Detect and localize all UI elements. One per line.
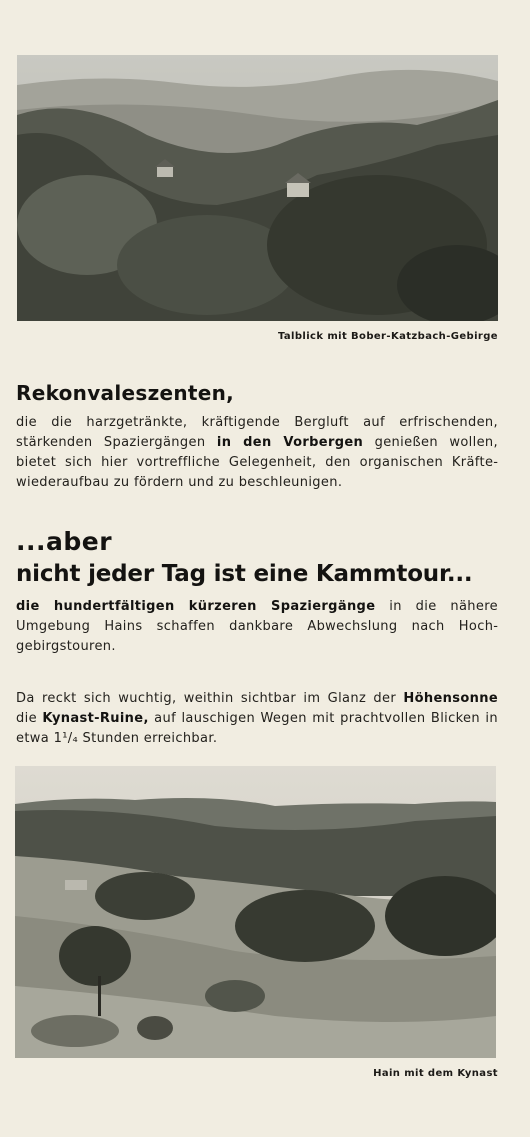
paragraph-rekonvaleszenten xyxy=(16,413,498,493)
paragraph-text: Da reckt sich wuchtig, weithin sichtbar im Glanz der xyxy=(16,691,404,706)
fraction: ¹/₄ xyxy=(62,731,79,746)
heading-aber: ...aber xyxy=(16,527,113,556)
paragraph-bold: Höhensonne xyxy=(403,691,498,706)
heading-kammtour: nicht jeder Tag ist eine Kammtour... xyxy=(16,561,473,587)
paragraph-bold: die hundertfältigen kürzeren Spaziergänge xyxy=(16,599,376,614)
paragraph-text: genießen wollen, bietet sich hier vortreffliche Gelegenheit, den organischen Kräftewiederaufbau zu fördern und zu beschleunigen. xyxy=(16,435,498,490)
photo-hain-kynast xyxy=(15,766,496,1058)
paragraph-text: auf lauschigen Wegen mit prachtvollen Blicken in etwa 1 xyxy=(16,711,498,746)
photo-caption-hain: Hain mit dem Kynast xyxy=(373,1068,498,1079)
paragraph-kynast xyxy=(16,689,498,749)
heading-rekonvaleszenten: Rekonvaleszenten, xyxy=(16,381,235,405)
paragraph-spaziergaenge xyxy=(16,597,498,657)
photo-caption-valley: Talblick mit Bober-Katzbach-Gebirge xyxy=(277,331,498,342)
paragraph-text: Stunden erreichbar. xyxy=(78,731,218,746)
photo-valley-view xyxy=(17,55,498,321)
paragraph-text: die xyxy=(16,711,43,726)
paragraph-bold: in den Vorbergen xyxy=(216,435,364,450)
paragraph-bold: Kynast-Ruine, xyxy=(42,711,149,726)
paragraph-text: in die nähere Umgebung Hains schaffen dankbare Abwechslung nach Hochgebirgstouren. xyxy=(16,599,499,654)
paragraph-text: die die harzgetränkte, kräftigende Bergluft auf erfrischenden, stärkenden Spaziergängen xyxy=(16,415,498,450)
